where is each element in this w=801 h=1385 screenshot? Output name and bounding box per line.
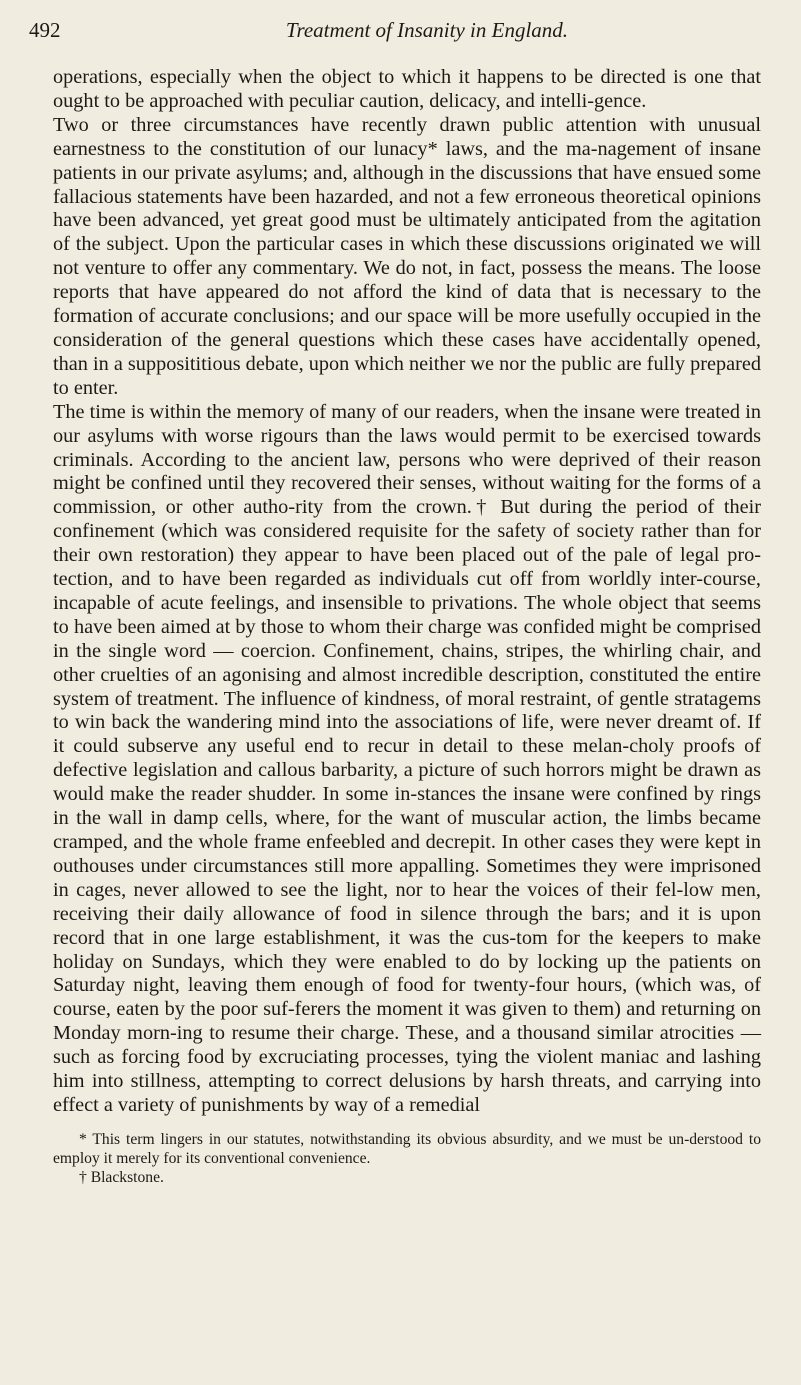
footnotes <box>53 1130 761 1187</box>
footnote-lunacy: * This term lingers in our statutes, notwithstanding its obvious absurdity, and we must be un-derstood to employ it merely for its conventional convenience. <box>53 1130 761 1167</box>
running-head <box>29 16 761 44</box>
paragraph-2: Two or three circumstances have recently drawn public attention with unusual earnestness to the constitution of our lunacy* laws, and the ma-nagement of insane patients in our private asylums; and, although in the discussions that have ensued some fallacious statements have been hazarded, and not a few erroneous theoretical opinions have been advanced, yet great good must be ultimately anticipated from the agitation of the subject. Upon the particular cases in which these discussions originated we will not venture to offer any commentary. We do not, in fact, possess the means. The loose reports that have appeared do not afford the kind of data that is necessary to the formation of accurate conclusions; and our space will be more usefully occupied in the consideration of the general questions which these cases have accidentally opened, than in a supposititious debate, upon which neither we nor the public are fully prepared to enter. <box>53 113 761 399</box>
body-text <box>53 66 761 1118</box>
footnote-blackstone: † Blackstone. <box>79 1168 164 1186</box>
page-number: 492 <box>29 18 61 42</box>
paragraph-3: The time is within the memory of many of our readers, when the insane were treated in our asylums with worse rigours than the laws would permit to be exercised towards criminals. According to the ancient law, persons who were deprived of their reason might be confined until they recovered their senses, without waiting for the forms of a commission, or other autho-rity from the crown.† But during the period of their confinement (which was considered requisite for the safety of society rather than for their own restoration) they appear to have been placed out of the pale of legal pro-tection, and to have been regarded as individuals cut off from worldly inter-course, incapable of acute feelings, and insensible to privations. The whole object that seems to have been aimed at by those to whom their charge was confided might be comprised in the single word — coercion. Confinement, chains, stripes, the whirling chair, and other cruelties of an agonising and almost incredible description, constituted the entire system of treatment. The influence of kindness, of moral restraint, of gentle stratagems to win back the wandering mind into the associations of life, were never dreamt of. If it could subserve any useful end to recur in detail to these melan-choly proofs of defective legislation and callous barbarity, a picture of such horrors might be drawn as would make the reader shudder. In some in-stances the insane were confined by rings in the wall in damp cells, where, for the want of muscular action, the limbs became cramped, and the whole frame enfeebled and decrepit. In other cases they were kept in outhouses under circumstances still more appalling. Sometimes they were imprisoned in cages, never allowed to see the light, nor to hear the voices of their fel-low men, receiving their daily allowance of food in silence through the bars; and it is upon record that in one large establishment, it was the cus-tom for the keepers to make holiday on Sundays, which they were enabled to do by locking up the patients on Saturday night, leaving them enough of food for twenty-four hours, (which was, of course, eaten by the poor suf-ferers the moment it was given to them) and returning on Monday morn-ing to resume their charge. These, and a thousand similar atrocities — such as forcing food by excruciating processes, tying the violent maniac and lashing him into stillness, attempting to correct delusions by harsh threats, and carrying into effect a variety of punishments by way of a remedial <box>53 400 761 1116</box>
running-title: Treatment of Insanity in England. <box>285 18 569 42</box>
paragraph-1: operations, especially when the object to which it happens to be directed is one that ought to be approached with peculiar caution, delicacy, and intelli-gence. <box>53 66 761 112</box>
